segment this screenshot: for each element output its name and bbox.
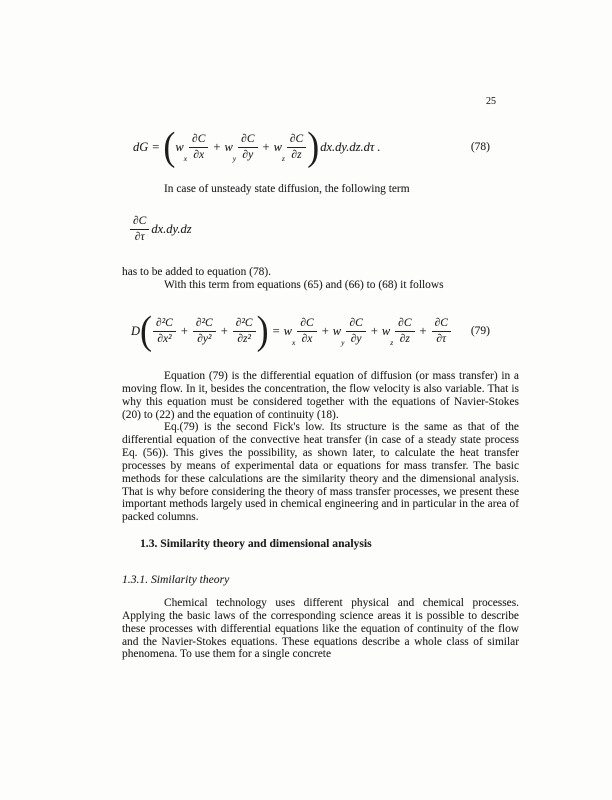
eq79-rhs-frac-2-num: ∂C bbox=[395, 317, 414, 332]
eq79-lhs-op-1: + bbox=[180, 323, 188, 338]
eq78-frac-1-num: ∂C bbox=[238, 133, 257, 148]
eq78-frac-2-num: ∂C bbox=[287, 133, 306, 148]
eq79-rhs-frac-1 bbox=[346, 317, 365, 345]
section-heading: 1.3. Similarity theory and dimensional analysis bbox=[140, 537, 372, 550]
eq79-lhs-frac-2 bbox=[233, 317, 256, 345]
paragraph-diffusion-equation: Equation (79) is the differential equation of diffusion (or mass transfer) in a moving flow. In it, besides the concentration, the flow velocity is also variable. That is why this equation must be considered together with the equations of Navier-Stokes (20) to (22) and the equation of continuity (18). bbox=[122, 370, 519, 421]
unsteady-frac-den: ∂τ bbox=[134, 230, 145, 243]
eq79-rhs-frac-3-num: ∂C bbox=[432, 317, 451, 332]
eq79-rhs-op-1: + bbox=[321, 323, 329, 338]
eq78-differentials: dx.dy.dz.dτ . bbox=[320, 139, 381, 154]
eq78-coeff-0: w bbox=[175, 139, 184, 154]
eq79-rhs-sub-1: y bbox=[341, 338, 345, 348]
similarity-paragraph-block bbox=[122, 597, 519, 661]
eq79-lhs-frac-2-den: ∂z² bbox=[237, 332, 251, 345]
eq79-rhs-coeff-2: w bbox=[381, 323, 391, 338]
body-paragraphs bbox=[122, 370, 519, 524]
eq78-coeff-2: w bbox=[273, 139, 282, 154]
paragraph-similarity-theory: Chemical technology uses different physical and chemical processes. Applying the basic laws of the corresponding science areas it is possible to describe these processes with differential equations like the equation of continuity of the flow and the Navier-Stokes equations. These equations describe a whole class of similar phenomena. To use them for a single concrete bbox=[122, 597, 519, 661]
eq78-frac-0 bbox=[189, 133, 208, 161]
eq79-diffusivity: D bbox=[131, 323, 141, 338]
eq79-rhs-frac-2-den: ∂z bbox=[399, 332, 410, 345]
eq78-sub-0: x bbox=[183, 154, 188, 164]
eq79-lhs-frac-2-num: ∂²C bbox=[233, 317, 256, 332]
eq79-rhs-frac-0-den: ∂x bbox=[301, 332, 313, 345]
unsteady-frac-num: ∂C bbox=[130, 215, 149, 230]
equation-number-79: (79) bbox=[470, 325, 490, 337]
eq79-rhs-op-3: + bbox=[419, 323, 427, 338]
equation-79-body: D ( $\frac{\text{∂²C}}{\text{∂x²}}$ + $\frac{\text{∂²C}}{\text{∂y²}}$ + $\frac{\text{∂²C}}{\text{∂z²}}$ ) = w $_x$ $\frac{\partial C}{\partial x}$ + w $_y$ $\frac{\partial C}{\partial y}$ + w $_z$ $\frac{\partial C}{\partial z}$ + $\frac{\partial C}{\partial\tau}$ bbox=[131, 317, 452, 345]
eq79-rhs-coeff-1: w bbox=[332, 323, 342, 338]
eq79-rhs-frac-0-num: ∂C bbox=[297, 317, 316, 332]
eq78-frac-1 bbox=[238, 133, 257, 161]
eq79-equals: = bbox=[272, 323, 280, 338]
eq78-lhs: dG bbox=[133, 139, 149, 154]
unsteady-term-body bbox=[129, 215, 192, 243]
eq79-rhs-coeff-0: w bbox=[283, 323, 292, 338]
eq79-lhs-frac-0 bbox=[153, 317, 176, 345]
eq79-lhs-frac-0-num: ∂²C bbox=[153, 317, 176, 332]
paragraph-ficks-law: Eq.(79) is the second Fick's low. Its structure is the same as that of the differential equation of the convective heat transfer (in case of a steady state process Eq. (56)). This gives the possibility, as shown later, to calculate the heat transfer processes by means of experimental data or equations for mass transfer. The basic methods for these calculations are the similarity theory and the dimensional analysis. That is why before considering the theory of mass transfer processes, we present these important methods largely used in chemical engineering and in particular in the area of packed columns. bbox=[122, 421, 519, 524]
subsection-heading: 1.3.1. Similarity theory bbox=[122, 573, 230, 586]
eq79-rhs-sub-2: z bbox=[390, 338, 394, 348]
eq79-lhs-frac-0-den: ∂x² bbox=[157, 332, 172, 345]
eq79-lhs-frac-1-den: ∂y² bbox=[197, 332, 212, 345]
eq79-rhs-frac-2 bbox=[395, 317, 414, 345]
equation-78-body: dG = ( w $_x$ $\frac{\partial C}{\partial x}$ + w $_y$ $\frac{\partial C}{\partial y}$ + w $_z$ $\frac{\partial C}{\partial z}$ ) dx.dy.dz.dτ . bbox=[133, 123, 381, 169]
eq78-coeff-1: w bbox=[224, 139, 233, 154]
unsteady-differentials: dx.dy.dz bbox=[151, 221, 192, 236]
eq79-rhs-frac-0 bbox=[297, 317, 316, 345]
eq78-equals: = bbox=[152, 139, 160, 154]
unsteady-frac bbox=[130, 215, 149, 243]
eq79-rhs-frac-3 bbox=[432, 317, 451, 345]
unsteady-intro-line: In case of unsteady state diffusion, the following term bbox=[164, 183, 410, 195]
equation-79 bbox=[131, 308, 490, 354]
unsteady-term-equation bbox=[129, 211, 192, 247]
eq79-lhs-frac-1-num: ∂²C bbox=[193, 317, 216, 332]
eq79-lhs-frac-1 bbox=[193, 317, 216, 345]
eq79-rhs-op-2: + bbox=[370, 323, 378, 338]
eq79-lhs-op-2: + bbox=[220, 323, 228, 338]
eq78-frac-2 bbox=[287, 133, 306, 161]
eq78-frac-0-num: ∂C bbox=[189, 133, 208, 148]
eq79-rhs-frac-3-den: ∂τ bbox=[436, 332, 447, 345]
added-to-equation-line: has to be added to equation (78). bbox=[122, 266, 271, 278]
eq78-frac-2-den: ∂z bbox=[291, 148, 302, 161]
eq78-op-2: + bbox=[262, 139, 270, 154]
eq78-sub-2: z bbox=[281, 154, 285, 164]
eq78-sub-1: y bbox=[232, 154, 237, 164]
eq78-frac-1-den: ∂y bbox=[242, 148, 254, 161]
eq79-rhs-frac-1-num: ∂C bbox=[346, 317, 365, 332]
eq79-rhs-sub-0: x bbox=[292, 338, 296, 348]
page-number: 25 bbox=[486, 96, 496, 107]
with-term-line: With this term from equations (65) and (66) to (68) it follows bbox=[164, 279, 444, 291]
eq79-rhs-frac-1-den: ∂y bbox=[350, 332, 362, 345]
eq78-frac-0-den: ∂x bbox=[193, 148, 205, 161]
equation-number-78: (78) bbox=[470, 141, 490, 153]
equation-78 bbox=[133, 124, 490, 170]
eq78-op-1: + bbox=[213, 139, 221, 154]
